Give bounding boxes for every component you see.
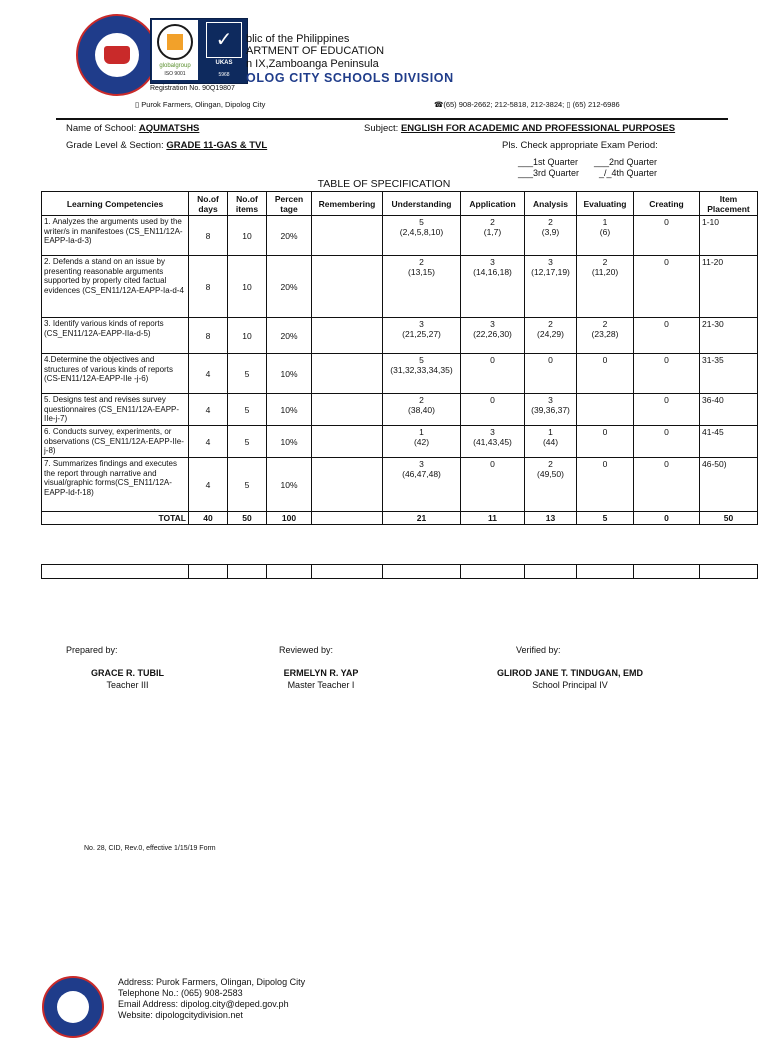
total-cell: 5 — [577, 512, 634, 525]
header-republic: blic of the Philippines — [246, 33, 350, 45]
ukas-check-icon: ✓ — [206, 22, 242, 58]
exam-period-label: Pls. Check appropriate Exam Period: — [502, 140, 658, 151]
table-cell: 5 — [228, 426, 267, 458]
table-cell: 31-35 — [700, 354, 758, 394]
table-cell: 10 — [228, 256, 267, 318]
table-cell: 2 (11,20) — [577, 256, 634, 318]
total-cell: 11 — [461, 512, 525, 525]
table-cell — [312, 216, 383, 256]
header-division: OLOG CITY SCHOOLS DIVISION — [246, 71, 454, 85]
column-header: Analysis — [525, 192, 577, 216]
table-cell — [312, 394, 383, 426]
table-row — [42, 394, 758, 426]
grade-field — [66, 140, 267, 151]
table-row — [42, 354, 758, 394]
total-row — [42, 512, 758, 525]
header-divider — [56, 118, 728, 120]
prepared-by-label: Prepared by: — [66, 645, 118, 655]
reviewed-by-name: ERMELYN R. YAP — [283, 668, 359, 678]
column-header: No.of items — [228, 192, 267, 216]
header-address: ▯ Purok Farmers, Olingan, Dipolog City — [135, 100, 266, 109]
total-cell: 50 — [228, 512, 267, 525]
table-cell: 1-10 — [700, 216, 758, 256]
table-row — [42, 216, 758, 256]
table-cell: 5 (31,32,33,34,35) — [383, 354, 461, 394]
total-cell: 50 — [700, 512, 758, 525]
table-cell: 10% — [267, 458, 312, 512]
competency-cell: 7. Summarizes findings and executes the report through narrative and visual/graphic forms(CS_EN11/12A-EAPP-Id-f-18) — [42, 458, 189, 512]
table-cell: 10% — [267, 426, 312, 458]
footer-address: Address: Purok Farmers, Olingan, Dipolog City — [118, 977, 306, 987]
table-cell: 5 — [228, 458, 267, 512]
header-department: ARTMENT OF EDUCATION — [246, 45, 385, 57]
table-cell: 0 — [577, 354, 634, 394]
table-title: TABLE OF SPECIFICATION — [317, 178, 451, 190]
quarter-3: ___3rd Quarter — [518, 168, 580, 178]
table-cell: 0 — [525, 354, 577, 394]
quarter-4: _/_4th Quarter — [599, 168, 658, 178]
total-cell: 100 — [267, 512, 312, 525]
table-cell: 1 (42) — [383, 426, 461, 458]
table-cell: 3 (22,26,30) — [461, 318, 525, 354]
column-header: Creating — [634, 192, 700, 216]
competency-cell: 6. Conducts survey, experiments, or observations (CS_EN11/12A-EAPP-IIe-j-8) — [42, 426, 189, 458]
table-cell: 2 (24,29) — [525, 318, 577, 354]
column-header: Percen tage — [267, 192, 312, 216]
table-cell: 8 — [189, 256, 228, 318]
table-cell: 3 (41,43,45) — [461, 426, 525, 458]
table-cell: 1 (6) — [577, 216, 634, 256]
total-cell: 21 — [383, 512, 461, 525]
table-cell: 21-30 — [700, 318, 758, 354]
column-header: Remembering — [312, 192, 383, 216]
table-cell: 3 (12,17,19) — [525, 256, 577, 318]
table-cell — [312, 354, 383, 394]
table-cell: 36-40 — [700, 394, 758, 426]
table-cell: 0 — [461, 394, 525, 426]
table-cell: 10 — [228, 216, 267, 256]
table-cell: 3 (21,25,27) — [383, 318, 461, 354]
verified-by-position: School Principal IV — [532, 680, 608, 690]
table-cell: 0 — [634, 216, 700, 256]
table-cell: 5 (2,4,5,8,10) — [383, 216, 461, 256]
prepared-by-position: Teacher III — [106, 680, 149, 690]
total-cell: 40 — [189, 512, 228, 525]
table-cell: 2 (1,7) — [461, 216, 525, 256]
table-cell: 0 — [577, 426, 634, 458]
table-cell: 0 — [634, 318, 700, 354]
column-header: No.of days — [189, 192, 228, 216]
verified-by-label: Verified by: — [516, 645, 561, 655]
subject-value: ENGLISH FOR ACADEMIC AND PROFESSIONAL PURPOSES — [400, 123, 676, 134]
quarter-1: ___1st Quarter — [518, 157, 579, 167]
table-cell: 0 — [634, 394, 700, 426]
table-cell: 10 — [228, 318, 267, 354]
table-cell: 4 — [189, 354, 228, 394]
footer-email: Email Address: dipolog.city@deped.gov.ph — [118, 999, 289, 1009]
header-phone: ☎(65) 908-2662; 212-5818, 212-3824; ▯ (65) 212-6986 — [434, 100, 620, 109]
table-cell: 5 — [228, 394, 267, 426]
table-cell — [312, 256, 383, 318]
prepared-by-name: GRACE R. TUBIL — [91, 668, 164, 678]
total-cell — [312, 512, 383, 525]
table-cell: 2 (38,40) — [383, 394, 461, 426]
table-cell: 3 (46,47,48) — [383, 458, 461, 512]
table-cell: 0 — [577, 458, 634, 512]
footer-seal-center — [57, 991, 89, 1023]
ukas-number: 5968 — [218, 72, 230, 78]
reviewed-by-position: Master Teacher I — [287, 680, 355, 690]
column-header: Item Placement — [700, 192, 758, 216]
reviewed-by-label: Reviewed by: — [279, 645, 334, 655]
table-cell: 8 — [189, 216, 228, 256]
total-cell: 13 — [525, 512, 577, 525]
specification-table — [41, 191, 758, 525]
table-cell: 0 — [461, 458, 525, 512]
table-cell: 4 — [189, 458, 228, 512]
footer-telephone: Telephone No.: (065) 908-2583 — [118, 988, 243, 998]
competency-cell: 1. Analyzes the arguments used by the writer/s in manifestoes (CS_EN11/12A-EAPP-Ia-d-3) — [42, 216, 189, 256]
column-header: Understanding — [383, 192, 461, 216]
grade-label: Grade Level & Section: — [66, 140, 164, 151]
table-cell — [312, 458, 383, 512]
competency-cell: 4.Determine the objectives and structures of various kinds of reports (CS-EN11/12A-EAPP-IIe -j-6) — [42, 354, 189, 394]
footer-website: Website: dipologcitydivision.net — [118, 1010, 243, 1020]
subject-label: Subject: — [364, 123, 399, 134]
table-cell: 8 — [189, 318, 228, 354]
empty-table-row — [41, 564, 758, 579]
school-label: Name of School: — [66, 123, 137, 134]
table-cell: 2 (49,50) — [525, 458, 577, 512]
column-header: Learning Competencies — [42, 192, 189, 216]
table-cell: 2 (13,15) — [383, 256, 461, 318]
table-cell: 0 — [634, 256, 700, 318]
table-cell: 10% — [267, 354, 312, 394]
iso-text: ISO 9001 — [164, 71, 186, 77]
verified-by-name: GLIROD JANE T. TINDUGAN, EMD — [496, 668, 643, 678]
column-header: Evaluating — [577, 192, 634, 216]
school-field — [66, 123, 199, 134]
table-row — [42, 256, 758, 318]
table-cell: 0 — [634, 354, 700, 394]
competency-cell: 2. Defends a stand on an issue by presenting reasonable arguments supported by properly cited factual evidences (CS_EN11/12A-EAPP-Ia-d-4 — [42, 256, 189, 318]
table-cell — [577, 394, 634, 426]
globalgroup-square-icon — [167, 34, 183, 50]
table-cell: 0 — [634, 426, 700, 458]
table-cell: 0 — [461, 354, 525, 394]
table-cell: 3 (14,16,18) — [461, 256, 525, 318]
table-cell: 20% — [267, 256, 312, 318]
table-cell: 41-45 — [700, 426, 758, 458]
ukas-text: UKAS — [215, 60, 233, 66]
table-row — [42, 426, 758, 458]
total-cell: 0 — [634, 512, 700, 525]
table-cell: 4 — [189, 426, 228, 458]
table-cell — [312, 426, 383, 458]
table-row — [42, 458, 758, 512]
deped-seal-book-icon — [104, 46, 130, 64]
table-cell — [312, 318, 383, 354]
registration-number: Registration No. 90Q19807 — [150, 85, 235, 92]
total-label: TOTAL — [42, 512, 189, 525]
globalgroup-text: globalgroup — [159, 63, 191, 69]
table-cell: 1 (44) — [525, 426, 577, 458]
school-value: AQUMATSHS — [138, 123, 200, 134]
table-cell: 10% — [267, 394, 312, 426]
table-cell: 11-20 — [700, 256, 758, 318]
table-cell: 0 — [634, 458, 700, 512]
subject-field — [364, 123, 675, 134]
table-cell: 3 (39,36,37) — [525, 394, 577, 426]
table-cell: 2 (23,28) — [577, 318, 634, 354]
table-row — [42, 318, 758, 354]
form-number: No. 28, CID, Rev.0, effective 1/15/19 Form — [84, 845, 216, 852]
column-header: Application — [461, 192, 525, 216]
table-cell: 2 (3,9) — [525, 216, 577, 256]
table-cell: 5 — [228, 354, 267, 394]
grade-value: GRADE 11-GAS & TVL — [166, 140, 268, 151]
table-cell: 46-50) — [700, 458, 758, 512]
competency-cell: 5. Designs test and revises survey questionnaires (CS_EN11/12A-EAPP-IIe-j-7) — [42, 394, 189, 426]
header-region: n IX,Zamboanga Peninsula — [246, 58, 379, 70]
quarter-2: ___2nd Quarter — [594, 157, 658, 167]
table-cell: 4 — [189, 394, 228, 426]
competency-cell: 3. Identify various kinds of reports (CS_EN11/12A-EAPP-IIa-d-5) — [42, 318, 189, 354]
table-cell: 20% — [267, 216, 312, 256]
table-cell: 20% — [267, 318, 312, 354]
